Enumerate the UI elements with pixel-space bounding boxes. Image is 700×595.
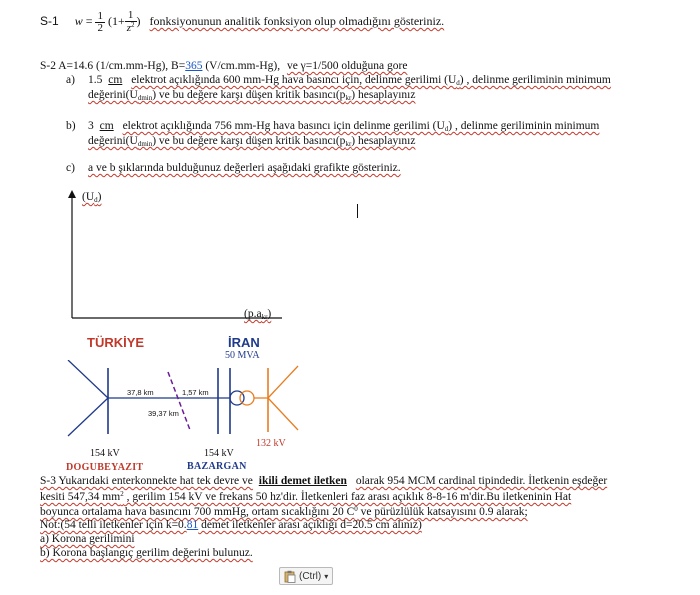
s1-w: w: [74, 13, 83, 28]
s1-paren-open: (1+: [107, 13, 125, 28]
graph-y-arrow: [68, 190, 76, 198]
s2b-line2: $değerini(U_{dmin})$ ve bu değere karşı düşen kritik $basıncı(p_{kr})$ hesaplayınız: [88, 135, 416, 148]
city-right: BAZARGAN: [187, 461, 247, 472]
s2b-line1: 3 cm elektrot açıklığında 756 mm-Hg hava basıncı için delinme gerilimi $(U_d)$ , delinme geriliminin minimum: [88, 120, 600, 133]
s1-line: [40, 10, 444, 34]
transformer-coil-2: [240, 391, 254, 405]
text-cursor: [357, 204, 358, 218]
paste-options-button[interactable]: [279, 567, 333, 585]
seg-label-1: 37,8 km: [127, 388, 154, 397]
s1-eq: =: [85, 13, 93, 28]
seg-label-3: 39,37 km: [148, 409, 179, 418]
chevron-down-icon: ▾: [324, 571, 329, 581]
s1-label: S-1: [40, 13, 59, 28]
s3-k-link[interactable]: 81: [186, 519, 199, 531]
country-left: TÜRKİYE: [87, 335, 145, 350]
s2c-text: a ve b şıklarında bulduğunuz değerleri aşağıdaki grafikte gösteriniz.: [88, 162, 401, 174]
s2c-label: c): [66, 162, 75, 174]
s2b-label: b): [66, 120, 76, 132]
s2-b-link[interactable]: 365: [185, 60, 203, 72]
left-feeder-upper: [68, 360, 108, 398]
right-feeder-upper: [268, 366, 298, 398]
transformer-rating: 50 MVA: [225, 350, 260, 361]
s3-line5: a) Korona gerilimini: [40, 533, 135, 545]
s2-intro: S-2 A=14.6 (1/cm.mm-Hg), B=365 (V/cm.mm-Hg), ve γ=1/500 olduğuna gore: [40, 60, 408, 72]
s1-inv-fraction: $\frac{1}{z^2}$: [126, 9, 135, 34]
s1-text: fonksiyonunun analitik fonksiyon olup olmadığını gösteriniz.: [149, 13, 445, 28]
country-right: İRAN: [228, 335, 260, 350]
graph-x-label: $(p.a_{kr})$: [244, 308, 272, 321]
seg-label-2: 1,57 km: [182, 388, 209, 397]
voltage-right: 132 kV: [256, 438, 286, 449]
voltage-mid: 154 kV: [204, 448, 234, 459]
voltage-left: 154 kV: [90, 448, 120, 459]
line-branch: [168, 372, 190, 430]
s3-line4: Not:(54 telli iletkenler için k=0.81 demet iletkenler arası açıklığı d=20.5 cm alınız): [40, 519, 422, 531]
s3-line6: b) Korona başlangıç gerilim değerini bulunuz.: [40, 547, 253, 559]
city-left: DOGUBEYAZIT: [66, 462, 144, 473]
s1-paren-close: ): [136, 13, 141, 28]
clipboard-icon: [284, 570, 296, 583]
s1-half-fraction: $\frac{1}{2}$: [97, 9, 103, 34]
s3-line1: S-3 Yukarıdaki enterkonnekte hat tek devre ve ikili demet iletken olarak 954 MCM cardinal tipindedir. İletkenin eşdeğer: [40, 475, 608, 487]
s2a-line1: 1.5 cm elektrot açıklığında 600 mm-Hg hava basıncı için, delinme gerilimi $(U_d)$ , delinme geriliminin minimum: [88, 74, 611, 87]
s3-line2: kesiti 547,34 $mm^2$ , gerilim 154 kV ve frekans 50 hz'dir. İletkenleri faz arası açıklık 8-8-16 m'dir.Bu iletkeninin Hat: [40, 490, 572, 503]
graph-y-label: $(U_d)$: [82, 191, 102, 204]
right-feeder-lower: [268, 398, 298, 430]
empty-graph: [60, 188, 290, 323]
s2a-label: a): [66, 74, 75, 86]
paste-options-label: (Ctrl): [299, 570, 322, 582]
s3-line3: boyunca ortalama hava basıncını 700 mmHg, ortam sıcaklığını 20 $C^0$ ve pürüzlülük katsayısını 0.9 alarak;: [40, 505, 528, 518]
network-diagram: [60, 360, 310, 440]
s2a-line2: $değerini(U_{dmin})$ ve bu değere karşı düşen kritik $basıncı(p_{kr})$ hesaplayınız: [88, 89, 416, 102]
left-feeder-lower: [68, 398, 108, 436]
